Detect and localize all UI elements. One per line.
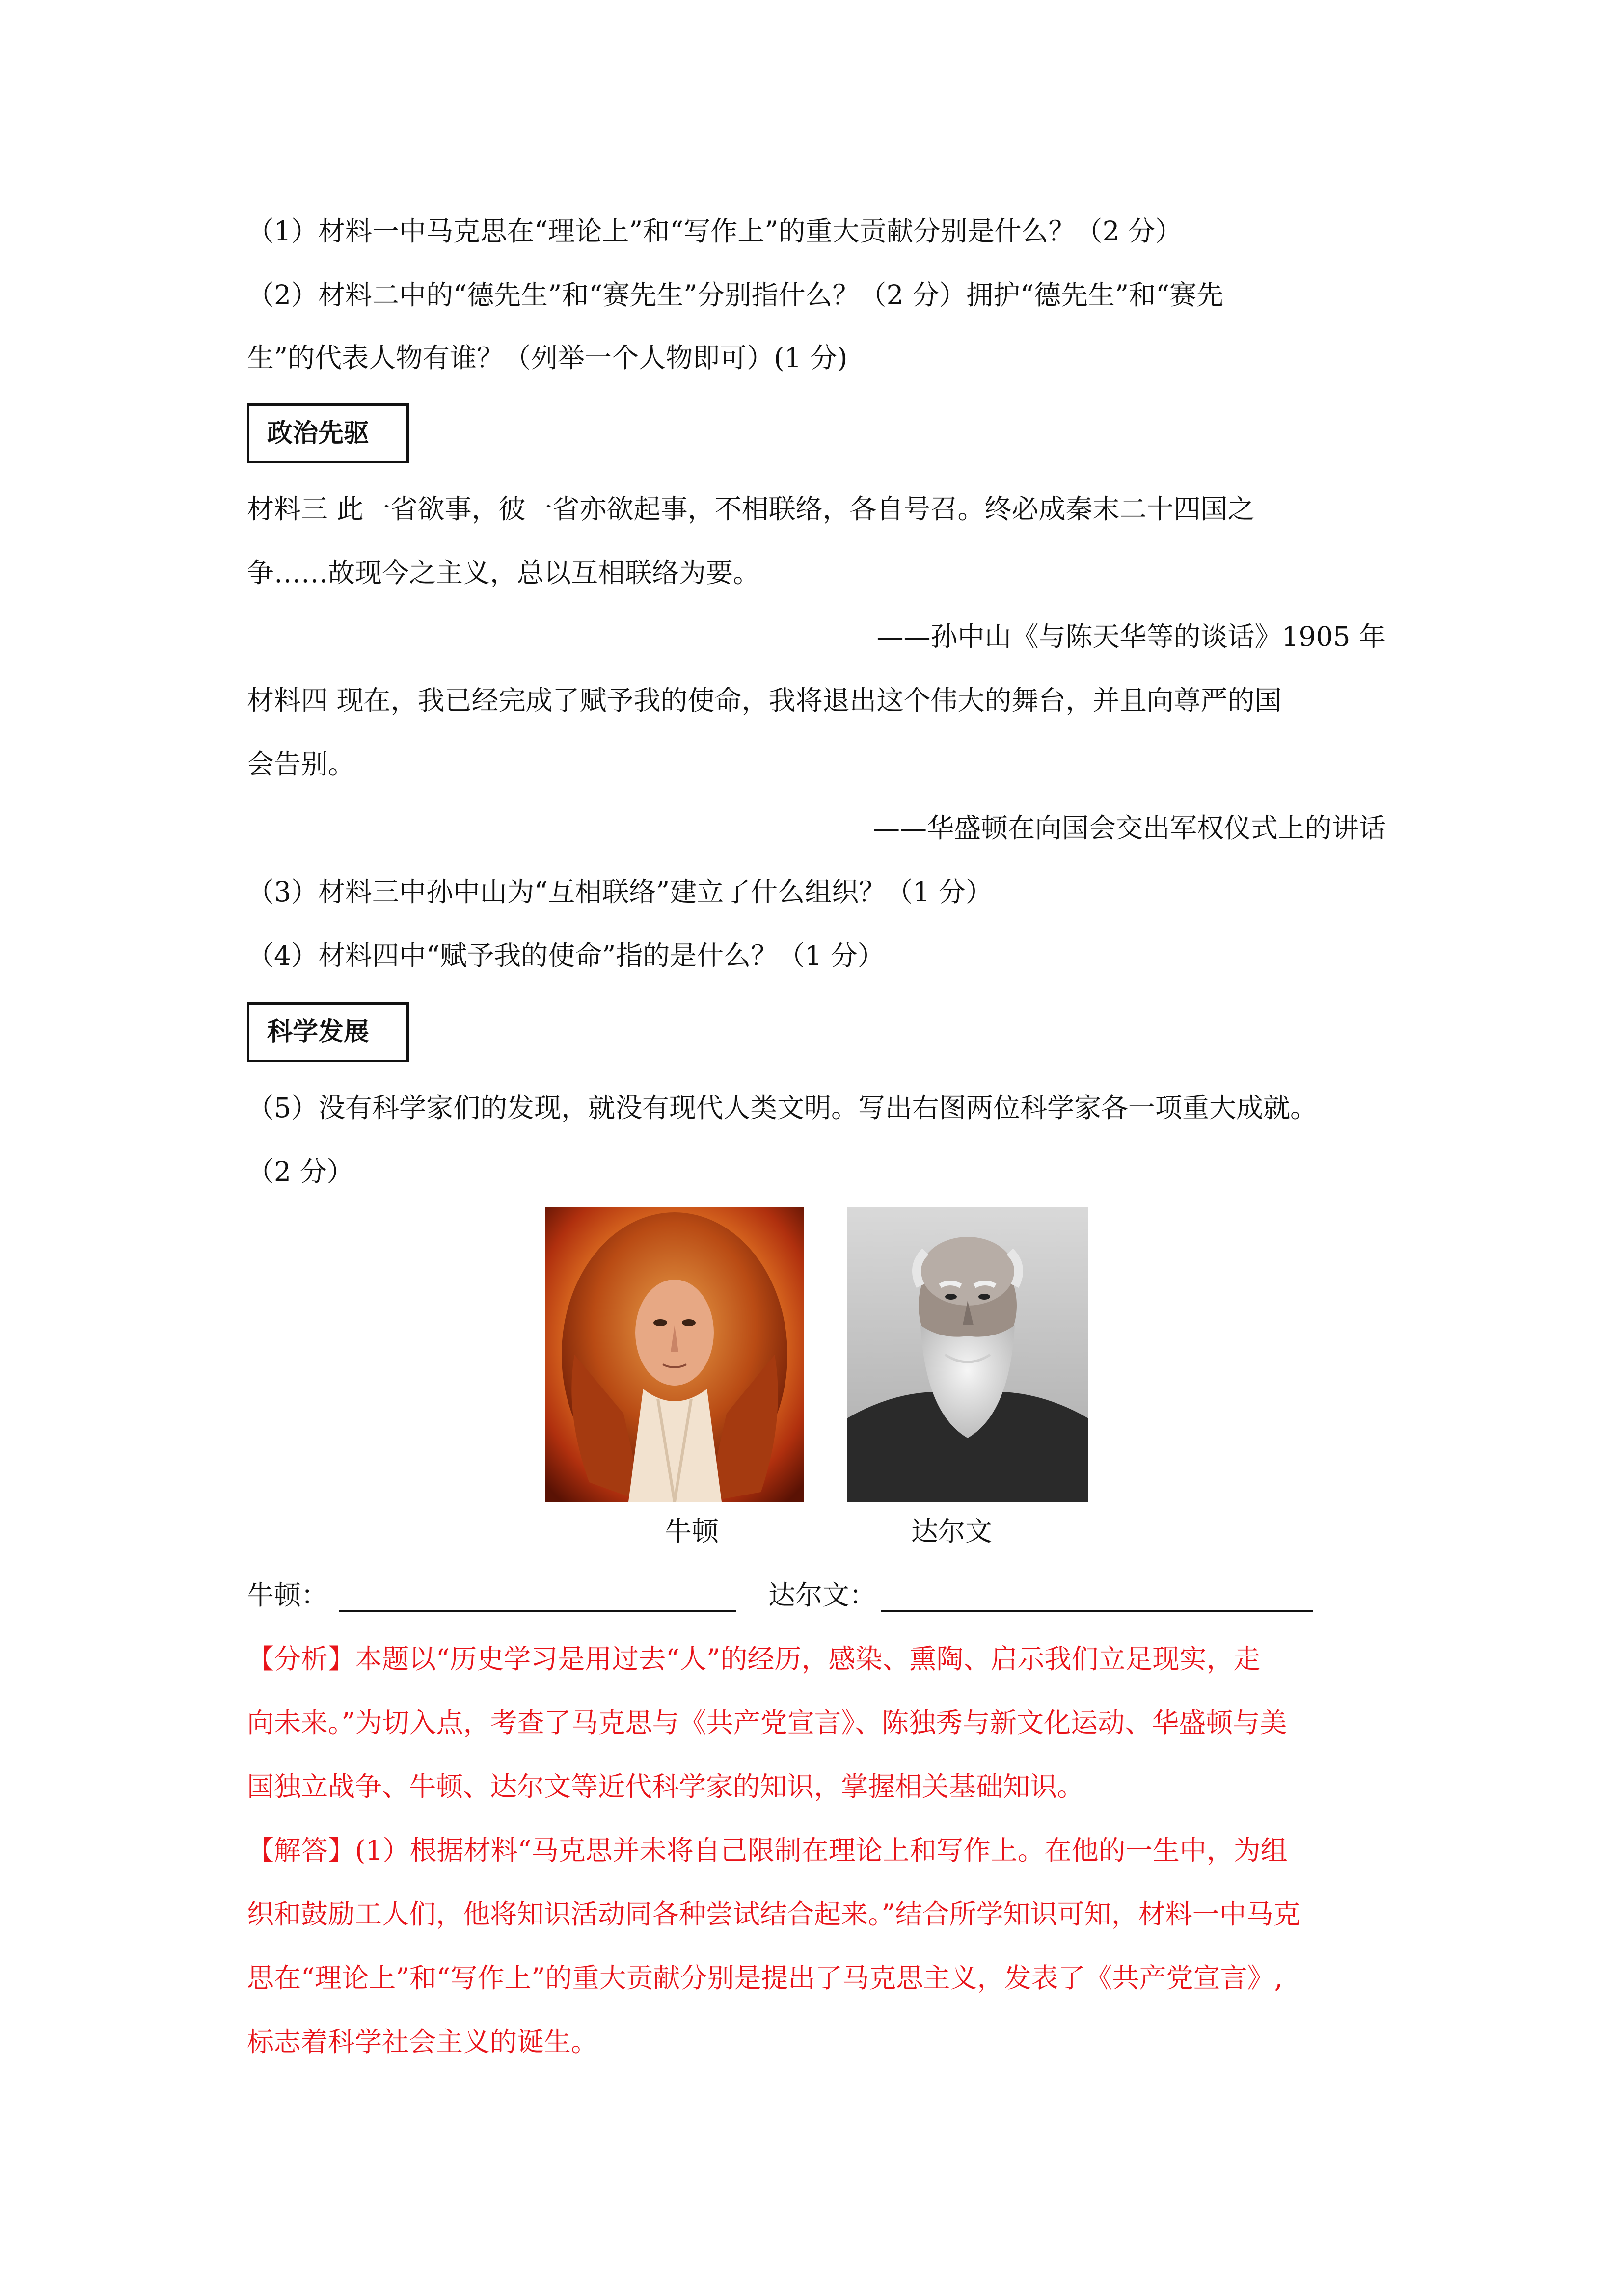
question-2-line1: （2）材料二中的“德先生”和“赛先生”分别指什么？（2 分）拥护“德先生”和“赛先 [247,279,1224,311]
answer-label-newton: 牛顿： [247,1579,328,1611]
darwin-portrait [847,1207,1088,1502]
section-heading-politics: 政治先驱 [247,403,409,463]
analysis-line1: 【分析】本题以“历史学习是用过去“人”的经历，感染、熏陶、启示我们立足现实，走 [247,1643,1261,1675]
section-heading-science: 科学发展 [247,1002,409,1062]
material-3-source: ——孙中山《与陈天华等的谈话》1905 年 [876,621,1386,652]
answer-label-darwin: 达尔文： [768,1579,877,1611]
material-4-source: ——华盛顿在向国会交出军权仪式上的讲话 [872,812,1386,844]
solution-line3: 思在“理论上”和“写作上”的重大贡献分别是提出了马克思主义，发表了《共产党宣言》, [247,1962,1283,1994]
question-4: （4）材料四中“赋予我的使命”指的是什么？（1 分） [247,940,885,971]
solution-line2: 织和鼓励工人们，他将知识活动同各种尝试结合起来。”结合所学知识可知，材料一中马克 [247,1898,1300,1930]
question-2-line2: 生”的代表人物有谁？（列举一个人物即可）(1 分) [247,342,848,374]
solution-line4: 标志着科学社会主义的诞生。 [247,2026,598,2057]
question-1: （1）材料一中马克思在“理论上”和“写作上”的重大贡献分别是什么？（2 分） [247,215,1182,247]
material-4-line1: 材料四 现在，我已经完成了赋予我的使命，我将退出这个伟大的舞台，并且向尊严的国 [247,685,1282,716]
material-4-line2: 会告别。 [247,748,355,780]
material-3-line2: 争……故现今之主义，总以互相联络为要。 [247,557,760,588]
caption-darwin: 达尔文 [911,1516,993,1547]
analysis-line2: 向未来。”为切入点，考查了马克思与《共产党宣言》、陈独秀与新文化运动、华盛顿与美 [247,1707,1287,1738]
answer-blank-newton[interactable] [339,1610,736,1612]
question-5-line2: （2 分） [247,1156,354,1187]
material-3-line1: 材料三 此一省欲事，彼一省亦欲起事，不相联络，各自号召。终必成秦末二十四国之 [247,493,1255,525]
solution-line1: 【解答】(1）根据材料“马克思并未将自己限制在理论上和写作上。在他的一生中，为组 [247,1835,1288,1866]
answer-blank-darwin[interactable] [881,1610,1313,1612]
newton-portrait [545,1207,804,1502]
question-5-line1: （5）没有科学家们的发现，就没有现代人类文明。写出右图两位科学家各一项重大成就。 [247,1092,1317,1123]
analysis-line3: 国独立战争、牛顿、达尔文等近代科学家的知识，掌握相关基础知识。 [247,1771,1084,1802]
caption-newton: 牛顿 [665,1516,719,1547]
question-3: （3）材料三中孙中山为“互相联络”建立了什么组织？（1 分） [247,876,993,908]
